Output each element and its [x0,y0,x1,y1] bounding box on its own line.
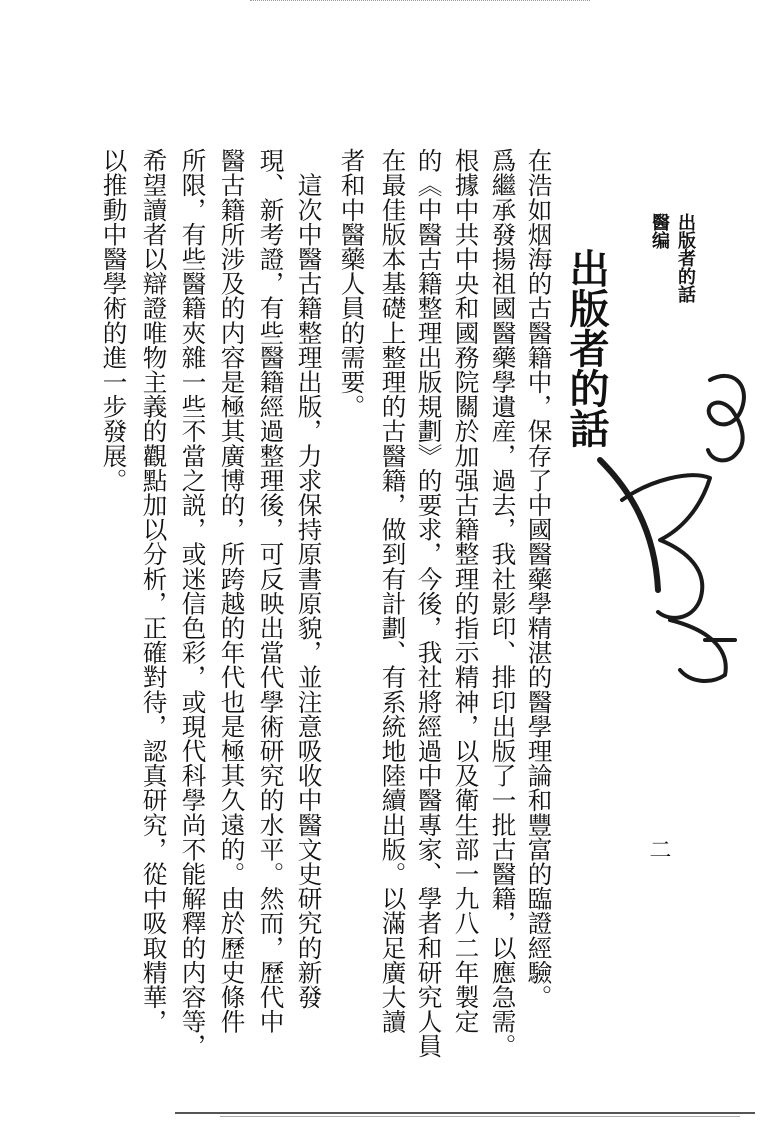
body-column-12: 以推動中醫學術的進一步發展。 [99,148,129,493]
running-header-section: 出版者的話 [675,213,696,303]
bottom-edge-rule-secondary [220,1116,740,1117]
body-column-3: 根據中共中央和國務院關於加强古籍整理的指示精神，以及衛生部一九八二年製定 [451,148,481,1034]
body-column-10: 所限，有些醫籍夾雜一些不當之説，或迷信色彩，或現代科學尚不能解釋的内容等， [178,148,208,1059]
body-column-7: 這次中醫古籍整理出版，力求保持原書原貌，並注意吸收中醫文史研究的新發 [294,148,324,1009]
running-header-series: 醫编 [649,213,670,249]
handwritten-annotation-icon [560,350,760,710]
body-column-2: 爲繼承發揚祖國醫藥學遺産，過去，我社影印、排印出版了一批古醫籍，以應急需。 [488,148,518,1059]
body-column-4: 的《中醫古籍整理出版規劃》的要求，今後，我社將經過中醫專家、學者和研究人員 [414,148,444,1059]
body-column-8: 現、新考證，有些醫籍經過整理後，可反映出當代學術研究的水平。然而，歷代中 [256,148,286,1034]
body-column-1: 在浩如烟海的古醫籍中，保存了中國醫藥學精湛的醫學理論和豐富的臨證經驗。 [524,148,554,1009]
bottom-edge-rule [175,1112,755,1114]
body-column-5: 在最佳版本基礎上整理的古醫籍，做到有計劃、有系統地陸續出版。以滿足廣大讀 [378,148,408,1034]
body-column-9: 醫古籍所涉及的内容是極其廣博的，所跨越的年代也是極其久遠的。由於歷史條件 [217,148,247,1034]
body-column-6: 者和中醫藥人員的需要。 [337,148,367,419]
page-title: 出版者的話 [563,248,610,448]
page-number: 二 [646,838,671,860]
body-column-11: 希望讀者以辯證唯物主義的觀點加以分析，正確對待，認真研究，從中吸取精華， [139,148,169,1034]
top-edge-rule [250,0,590,4]
